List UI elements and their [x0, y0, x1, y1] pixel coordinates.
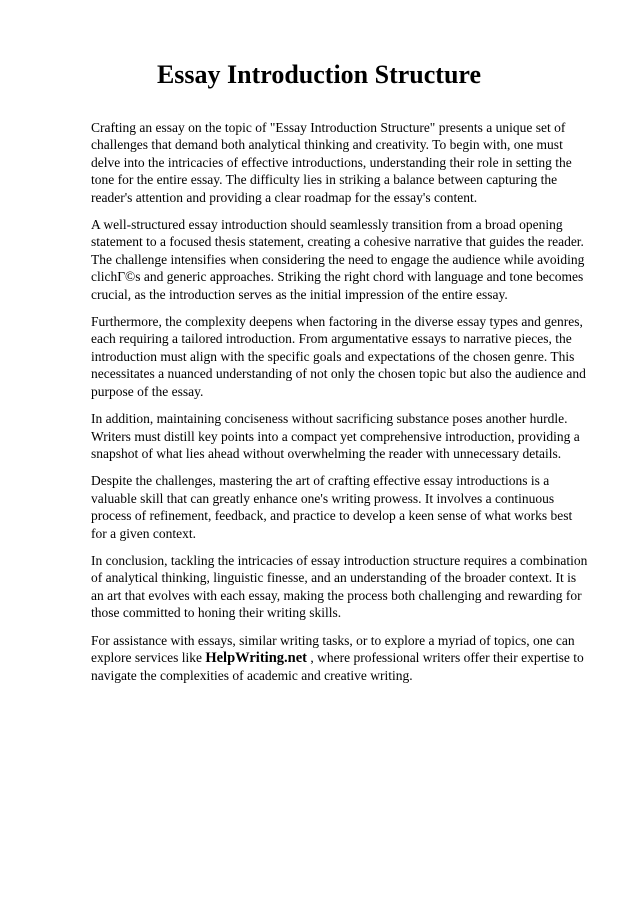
paragraph-intro: Crafting an essay on the topic of "Essay Introduction Structure" presents a unique set of challenges that demand both analytical thinking and creativity. To begin with, one must delve into the intricacies of effective introductions, understanding their role in setting the tone for the entire essay. The difficulty lies in striking a balance between capturing the reader's attention and providing a clear roadmap for the essay's content.	[91, 120, 572, 205]
paragraph-conclusion: In conclusion, tackling the intricacies of essay introduction structure requires a combination of analytical thinking, linguistic finesse, and an understanding of the broader context. It is an art that evolves with each essay, making the process both challenging and rewarding for those committed to honing their writing skills.	[91, 552, 588, 621]
paragraph-complexity: Furthermore, the complexity deepens when factoring in the diverse essay types and genres, each requiring a tailored introduction. From argumentative essays to narrative pieces, the introduction must align with the specific goals and expectations of the chosen genre. This necessitates a nuanced understanding of not only the chosen topic but also the audience and purpose of the essay.	[91, 314, 586, 399]
page-title: Essay Introduction Structure	[156, 60, 482, 89]
closing-text-before: For assistance with essays, similar writing tasks, or to explore a myriad of topics, one can explore services like	[91, 632, 575, 665]
paragraph-mastery: Despite the challenges, mastering the art of crafting effective essay introductions is a valuable skill that can greatly enhance one's writing prowess. It involves a continuous process of refinement, feedback, and practice to develop a keen sense of what works best for a given context.	[91, 473, 573, 541]
paragraph-structure: A well-structured essay introduction should seamlessly transition from a broad opening statement to a focused thesis statement, creating a cohesive narrative that guides the reader. The challenge intensifies when considering the need to engage the audience while avoiding clichГ©s and generic approaches. Striking the right chord with language and tone becomes crucial, as the introduction serves as the initial impression of the entire essay.	[91, 217, 585, 302]
closing-text-after: , where professional writers offer their expertise to navigate the complexities of academic and creative writing.	[91, 649, 584, 684]
helpwriting-link[interactable]: HelpWriting.net	[205, 649, 307, 666]
document-body	[91, 119, 591, 685]
paragraph-closing	[91, 632, 591, 685]
paragraph-conciseness: In addition, maintaining conciseness without sacrificing substance poses another hurdle. Writers must distill key points into a compact yet comprehensive introduction, providing a snapshot of what lies ahead without overwhelming the reader with unnecessary details.	[91, 411, 580, 461]
